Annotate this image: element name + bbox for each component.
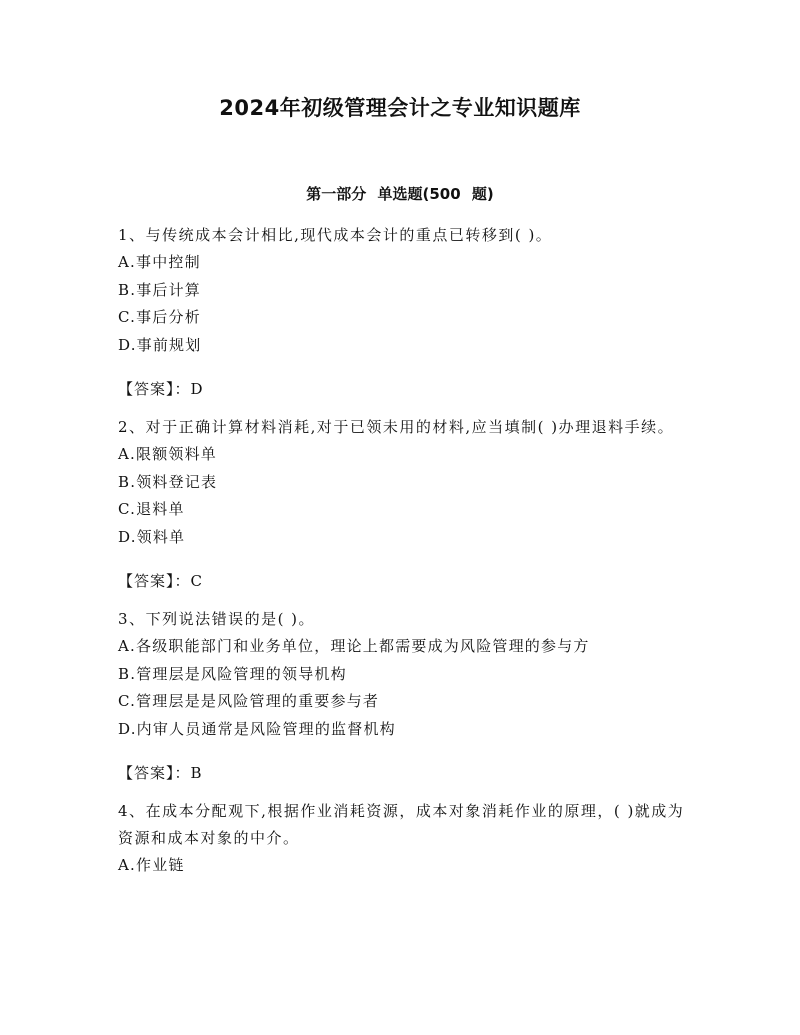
option-b: B.管理层是风险管理的领导机构 bbox=[118, 664, 347, 683]
question-stem: 对于正确计算材料消耗,对于已领未用的材料,应当填制( )办理退料手续。 bbox=[145, 418, 675, 436]
question-list bbox=[118, 222, 688, 880]
question-block bbox=[118, 414, 688, 595]
question-block bbox=[118, 798, 688, 880]
option-a: A.各级职能部门和业务单位，理论上都需要成为风险管理的参与方 bbox=[118, 637, 590, 655]
option-d: D.内审人员通常是风险管理的监督机构 bbox=[118, 719, 396, 738]
answer-label: 【答案】： bbox=[118, 764, 191, 782]
question-text bbox=[118, 798, 688, 852]
section-title: 第一部分 单选题(500 题) bbox=[306, 185, 494, 203]
document-title: 2024年初级管理会计之专业知识题库 bbox=[219, 96, 581, 120]
option-d: D.领料单 bbox=[118, 527, 186, 546]
question-stem: 下列说法错误的是( )。 bbox=[145, 610, 316, 628]
option-a: A.限额领料单 bbox=[118, 445, 218, 463]
answer-line bbox=[118, 760, 688, 787]
option-a: A.作业链 bbox=[118, 856, 185, 874]
question-text bbox=[118, 606, 688, 633]
option-b: B.领料登记表 bbox=[118, 472, 218, 491]
option-c: C.退料单 bbox=[118, 500, 185, 518]
option-a: A.事中控制 bbox=[118, 253, 201, 271]
question-block bbox=[118, 222, 688, 403]
question-number: 2 、 bbox=[118, 418, 146, 436]
question-stem: 在成本分配观下,根据作业消耗资源，成本对象消耗作业的原理，( )就成为资源和成本对象的中介。 bbox=[118, 802, 685, 847]
question-text bbox=[118, 414, 688, 441]
question-block bbox=[118, 606, 688, 787]
option-c: C.管理层是是风险管理的重要参与者 bbox=[118, 692, 380, 710]
answer-line bbox=[118, 568, 688, 595]
question-text bbox=[118, 222, 688, 249]
answer-line bbox=[118, 376, 688, 403]
question-number: 1 、 bbox=[118, 226, 146, 244]
question-number: 3 、 bbox=[118, 610, 146, 628]
option-c: C.事后分析 bbox=[118, 308, 201, 326]
answer-label: 【答案】： bbox=[118, 572, 191, 590]
answer-value: D bbox=[190, 380, 204, 398]
answer-label: 【答案】： bbox=[118, 380, 191, 398]
answer-value: C bbox=[190, 572, 203, 590]
question-stem: 与传统成本会计相比,现代成本会计的重点已转移到( )。 bbox=[145, 226, 553, 244]
option-d: D.事前规划 bbox=[118, 335, 202, 354]
answer-value: B bbox=[190, 764, 203, 782]
question-number: 4 、 bbox=[118, 802, 146, 820]
option-b: B.事后计算 bbox=[118, 280, 201, 299]
